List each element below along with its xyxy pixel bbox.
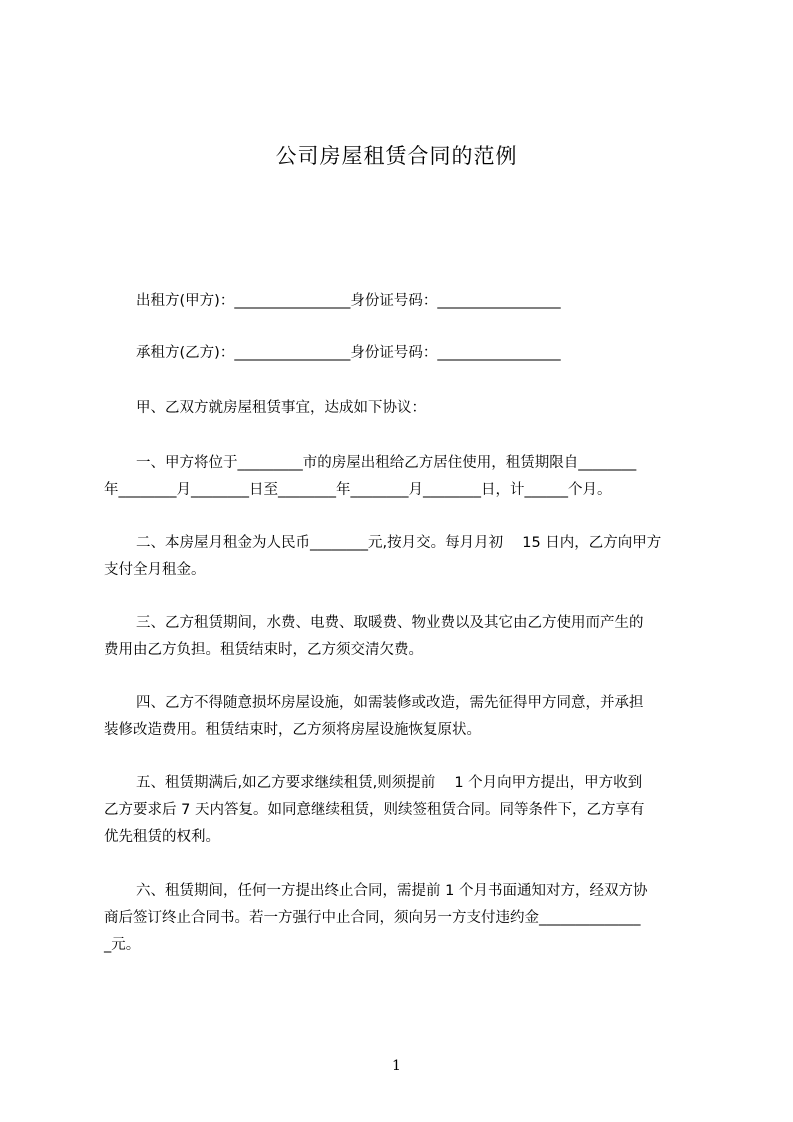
clause-1-line-2: 年________月________日至________年________月________日，计______个月。 [104,482,612,498]
clause-5-line-3: 优先租赁的权利。 [104,829,220,845]
clause-2-line-2: 支付全月租金。 [104,562,206,578]
clause-5-line-2: 乙方要求后 7 天内答复。如同意继续租赁，则续签租赁合同。同等条件下，乙方享有 [104,802,645,818]
preamble: 甲、乙双方就房屋租赁事宜，达成如下协议： [136,400,426,416]
clause-3-line-1: 三、乙方租赁期间，水费、电费、取暖费、物业费以及其它由乙方使用而产生的 [136,615,644,631]
lessee-line: 承租方(乙方)：________________身份证号码：_________________ [136,345,561,361]
lessor-line: 出租方(甲方)：________________身份证号码：_________________ [136,293,561,309]
page-number: 1 [392,1058,401,1074]
clause-5-line-1: 五、租赁期满后,如乙方要求继续租赁,则须提前 1 个月向甲方提出，甲方收到 [136,775,643,791]
clause-6-line-3: _元。 [104,937,141,953]
clause-4-line-2: 装修改造费用。租赁结束时，乙方须将房屋设施恢复原状。 [104,722,481,738]
clause-3-line-2: 费用由乙方负担。租赁结束时，乙方须交清欠费。 [104,642,423,658]
clause-1-line-1: 一、甲方将位于_________市的房屋出租给乙方居住使用，租赁期限自________ [136,455,637,471]
clause-6-line-2: 商后签订终止合同书。若一方强行中止合同，须向另一方支付违约金______________ [104,910,641,926]
clause-6-line-1: 六、租赁期间，任何一方提出终止合同，需提前 1 个月书面通知对方，经双方协 [136,883,648,899]
clause-2-line-1: 二、本房屋月租金为人民币________元,按月交。每月月初 15 日内，乙方向甲方 [136,535,662,551]
document-title: 公司房屋租赁合同的范例 [275,144,518,168]
clause-4-line-1: 四、乙方不得随意损坏房屋设施，如需装修或改造，需先征得甲方同意，并承担 [136,695,644,711]
